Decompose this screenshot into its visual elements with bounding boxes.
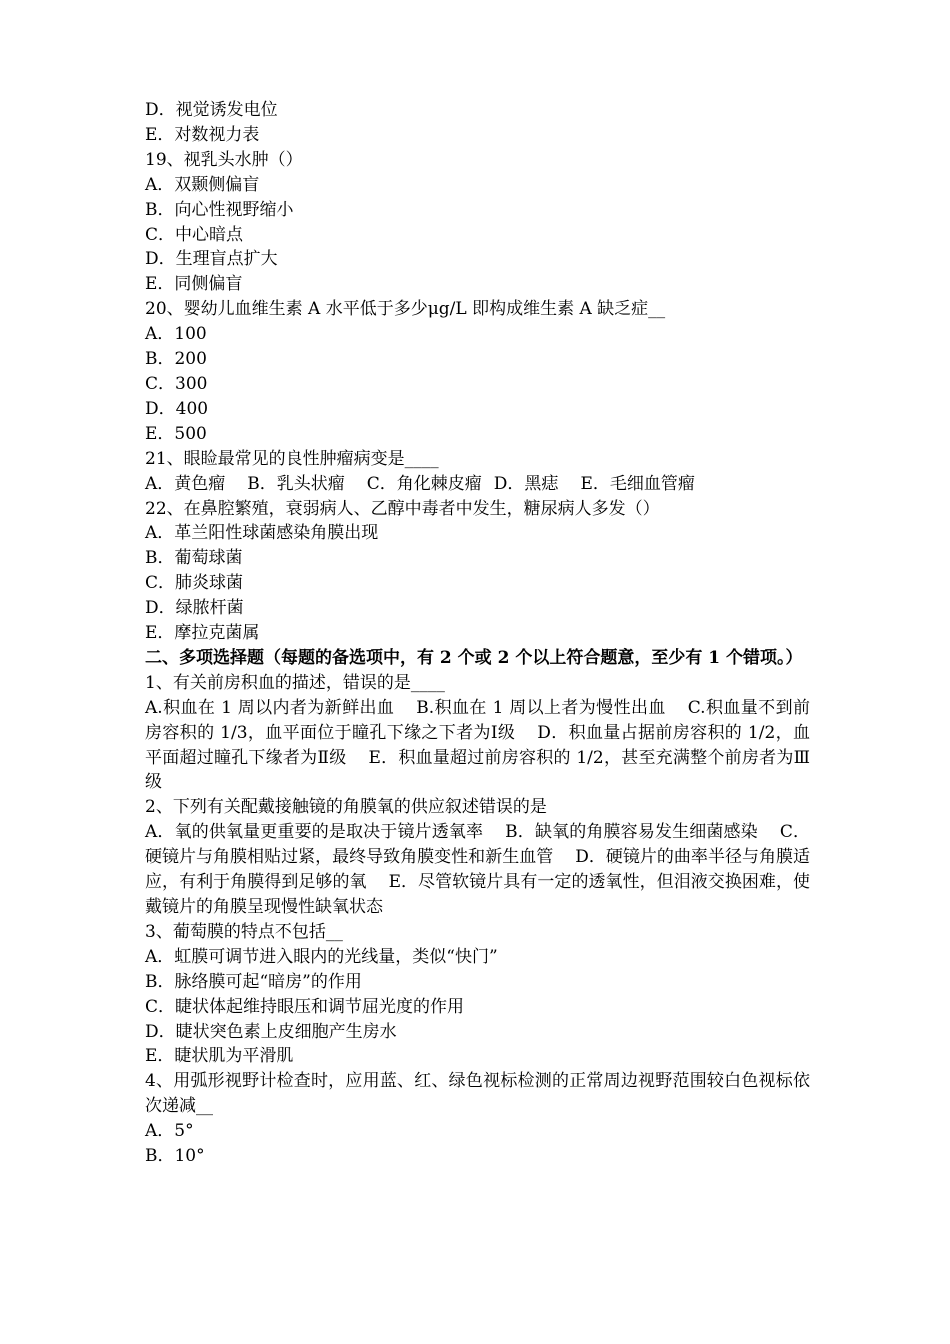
option-line: B．向心性视野缩小 [145,199,294,220]
option-text: E．尽管软镜片具有一定的透氧性，但泪液交换困难，使戴镜片的角膜呈现慢性缺氧状态 [145,872,810,917]
question-stem: 20、婴幼儿血维生素 A 水平低于多少μg/L 即构成维生素 A 缺乏症__ [145,299,666,320]
option-line: A．5° [145,1121,194,1142]
question-stem: 19、视乳头水肿（） [145,149,303,170]
option-text: A．氧的供氧量更重要的是取决于镜片透氧率 [145,822,484,843]
option-text: E．毛细血管瘤 [580,473,695,494]
option-line: A．革兰阳性球菌感染角膜出现 [145,523,379,544]
option-text: B.积血在 1 周以上者为慢性出血 [416,697,666,718]
option-line: B．脉络膜可起“暗房”的作用 [145,971,362,992]
option-line: D．400 [145,398,209,419]
option-text: A.积血在 1 周以内者为新鲜出血 [145,697,395,718]
option-line: B．葡萄球菌 [145,548,243,569]
document-page [145,98,810,1169]
option-text: C．硬镜片与角膜相贴过紧，最终导致角膜变性和新生血管 [145,822,810,868]
section-heading: 二、多项选择题（每题的备选项中，有 2 个或 2 个以上符合题意，至少有 1 个错项。） [145,647,803,668]
inline-options [145,820,810,920]
option-line: E．睫状肌为平滑肌 [145,1046,294,1067]
option-line: D．绿脓杆菌 [145,598,244,619]
question-stem: 1、有关前房积血的描述，错误的是____ [145,672,445,693]
option-line: B．10° [145,1146,205,1167]
option-line: C．中心暗点 [145,224,244,245]
option-text: D．积血量占据前房容积的 1/2，血平面超过瞳孔下缘者为Ⅱ级 [145,722,810,768]
option-line: E．500 [145,423,207,444]
option-text: A．黄色瘤 [145,473,226,494]
option-line: C．睫状体起维持眼压和调节屈光度的作用 [145,996,465,1017]
option-line: C．300 [145,373,208,394]
option-text: D．黑痣 [493,473,559,494]
option-text: B．乳头状瘤 [247,473,345,494]
question-stem: 3、葡萄膜的特点不包括__ [145,921,343,942]
option-text: E．积血量超过前房容积的 1/2，甚至充满整个前房者为Ⅲ级 [145,747,810,793]
option-line: D．视觉诱发电位 [145,100,278,120]
option-line: A．双颞侧偏盲 [145,174,260,195]
option-line: D．生理盲点扩大 [145,249,278,270]
question-stem: 2、下列有关配戴接触镜的角膜氧的供应叙述错误的是 [145,797,547,818]
option-line: A．100 [145,324,207,345]
option-line: E．同侧偏盲 [145,274,243,295]
option-text: C．角化棘皮瘤 [366,473,482,494]
option-text: B．缺氧的角膜容易发生细菌感染 [505,822,758,843]
option-text: D．硬镜片的曲率半径与角膜适应，有利于角膜得到足够的氧 [145,847,810,893]
question-stem: 22、在鼻腔繁殖，衰弱病人、乙醇中毒者中发生，糖尿病人多发（） [145,498,660,519]
option-text: C.积血量不到前房容积的 1/3，血平面位于瞳孔下缘之下者为Ⅰ级 [145,697,810,743]
option-line: B．200 [145,349,207,370]
option-line: D．睫状突色素上皮细胞产生房水 [145,1021,397,1042]
option-line: A．虹膜可调节进入眼内的光线量，类似“快门” [145,946,498,967]
option-line: E．对数视力表 [145,124,260,145]
option-line: E．摩拉克菌属 [145,623,260,644]
inline-options [145,696,810,796]
inline-options [145,472,810,497]
option-line: C．肺炎球菌 [145,573,244,594]
question-stem: 21、眼睑最常见的良性肿瘤病变是____ [145,448,439,469]
question-stem: 4、用弧形视野计检查时，应用蓝、红、绿色视标检测的正常周边视野范围较白色视标依次递减__ [145,1071,810,1117]
